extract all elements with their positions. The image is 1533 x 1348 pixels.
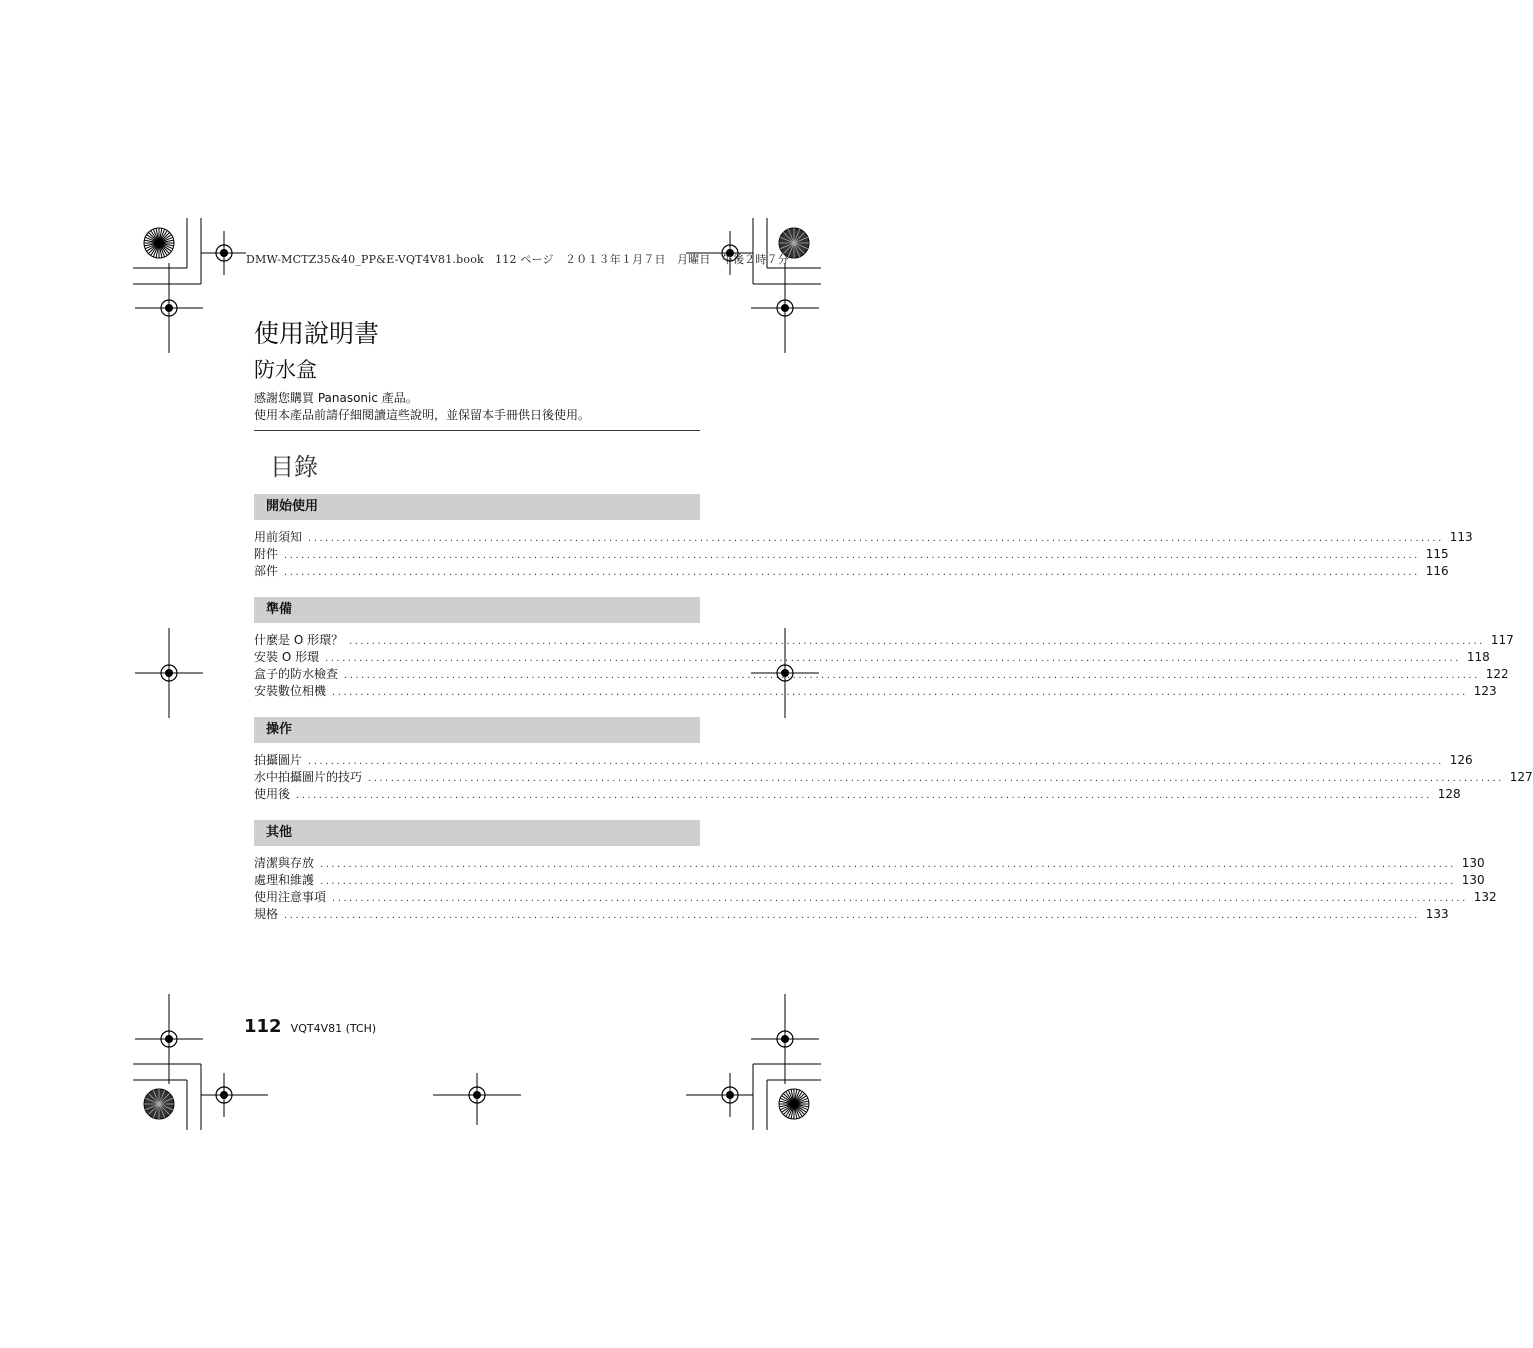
intro-text [254, 390, 700, 424]
toc-entry[interactable] [254, 769, 1533, 786]
print-slug-line: DMW-MCTZ35&40_PP&E-VQT4V81.book 112 ページ ２０１３年１月７日 月曜日 午後２時７分 [246, 253, 789, 266]
toc-entry-label: 什麼是 O 形環？ [254, 633, 344, 647]
document-subtitle: 防水盒 [254, 358, 317, 382]
toc-entry[interactable] [254, 855, 1485, 872]
toc-entry-label: 用前須知 [254, 530, 303, 544]
toc-entry-label: 盒子的防水檢查 [254, 667, 339, 681]
toc-leader-dots: ........................................................................................................................................................................................................ [308, 756, 1444, 767]
toc-entry-page: 117 [1490, 633, 1514, 647]
toc-leader-dots: ........................................................................................................................................................................................................ [368, 773, 1504, 784]
toc-entry[interactable] [254, 649, 1490, 666]
toc-entry[interactable] [254, 632, 1514, 649]
intro-line: 使用本產品前請仔細閱讀這些說明，並保留本手冊供日後使用。 [254, 408, 591, 422]
toc-entry-label: 清潔與存放 [254, 856, 315, 870]
toc-entry-label: 安裝數位相機 [254, 684, 327, 698]
toc-entry-page: 116 [1425, 564, 1449, 578]
toc-entry-label: 使用注意事項 [254, 890, 327, 904]
toc-leader-dots: ........................................................................................................................................................................................................ [344, 670, 1480, 681]
divider [254, 430, 700, 431]
toc-entry-label: 規格 [254, 907, 279, 921]
toc-leader-dots: ........................................................................................................................................................................................................ [332, 893, 1468, 904]
toc-section-title: 開始使用 [254, 494, 700, 520]
toc-entry[interactable] [254, 546, 1449, 563]
toc-leader-dots: ........................................................................................................................................................................................................ [332, 687, 1468, 698]
toc-section-title: 操作 [254, 717, 700, 743]
toc-section [254, 820, 1497, 923]
toc-entry[interactable] [254, 752, 1473, 769]
toc-entry-page: 113 [1449, 530, 1473, 544]
toc-entry-page: 133 [1425, 907, 1449, 921]
toc-section [254, 717, 1533, 803]
document-body [254, 318, 1533, 923]
toc-leader-dots: ........................................................................................................................................................................................................ [349, 636, 1485, 647]
page-number: 112 [244, 1016, 282, 1037]
toc-entry[interactable] [254, 529, 1473, 546]
toc-entry-label: 拍攝圖片 [254, 753, 303, 767]
toc-entry-label: 附件 [254, 547, 279, 561]
toc-leader-dots: ........................................................................................................................................................................................................ [325, 653, 1461, 664]
toc-entry-page: 123 [1473, 684, 1497, 698]
document-code: VQT4V81 (TCH) [290, 1022, 377, 1035]
toc-section [254, 597, 1514, 700]
toc-entry-label: 安裝 O 形環 [254, 650, 320, 664]
toc-leader-dots: ........................................................................................................................................................................................................ [284, 567, 1420, 578]
toc-entry[interactable] [254, 563, 1449, 580]
toc-entry-page: 122 [1485, 667, 1509, 681]
toc-section [254, 494, 1473, 580]
toc-leader-dots: ........................................................................................................................................................................................................ [308, 533, 1444, 544]
toc-entry[interactable] [254, 906, 1449, 923]
toc-section-title: 其他 [254, 820, 700, 846]
toc-entry-label: 使用後 [254, 787, 291, 801]
toc-entry-page: 127 [1509, 770, 1533, 784]
toc-entry-page: 115 [1425, 547, 1449, 561]
toc-entry-label: 部件 [254, 564, 279, 578]
intro-line: 感謝您購買 Panasonic 產品。 [254, 391, 418, 405]
toc-entry[interactable] [254, 786, 1461, 803]
toc-heading: 目錄 [270, 453, 318, 481]
toc-entry-page: 128 [1437, 787, 1461, 801]
toc-entry-page: 130 [1461, 856, 1485, 870]
page-footer [244, 1016, 376, 1037]
toc-entry[interactable] [254, 683, 1497, 700]
toc-leader-dots: ........................................................................................................................................................................................................ [296, 790, 1432, 801]
toc-entry[interactable] [254, 666, 1509, 683]
toc-leader-dots: ........................................................................................................................................................................................................ [284, 910, 1420, 921]
table-of-contents [254, 494, 1533, 923]
toc-leader-dots: ........................................................................................................................................................................................................ [284, 550, 1420, 561]
toc-entry-page: 130 [1461, 873, 1485, 887]
toc-entry-page: 126 [1449, 753, 1473, 767]
toc-entry-label: 水中拍攝圖片的技巧 [254, 770, 363, 784]
toc-entry[interactable] [254, 872, 1485, 889]
toc-entry[interactable] [254, 889, 1497, 906]
toc-entry-label: 處理和維護 [254, 873, 315, 887]
toc-entry-page: 118 [1466, 650, 1490, 664]
toc-leader-dots: ........................................................................................................................................................................................................ [320, 876, 1456, 887]
toc-section-title: 準備 [254, 597, 700, 623]
toc-entry-page: 132 [1473, 890, 1497, 904]
document-title: 使用說明書 [254, 319, 380, 348]
toc-leader-dots: ........................................................................................................................................................................................................ [320, 859, 1456, 870]
